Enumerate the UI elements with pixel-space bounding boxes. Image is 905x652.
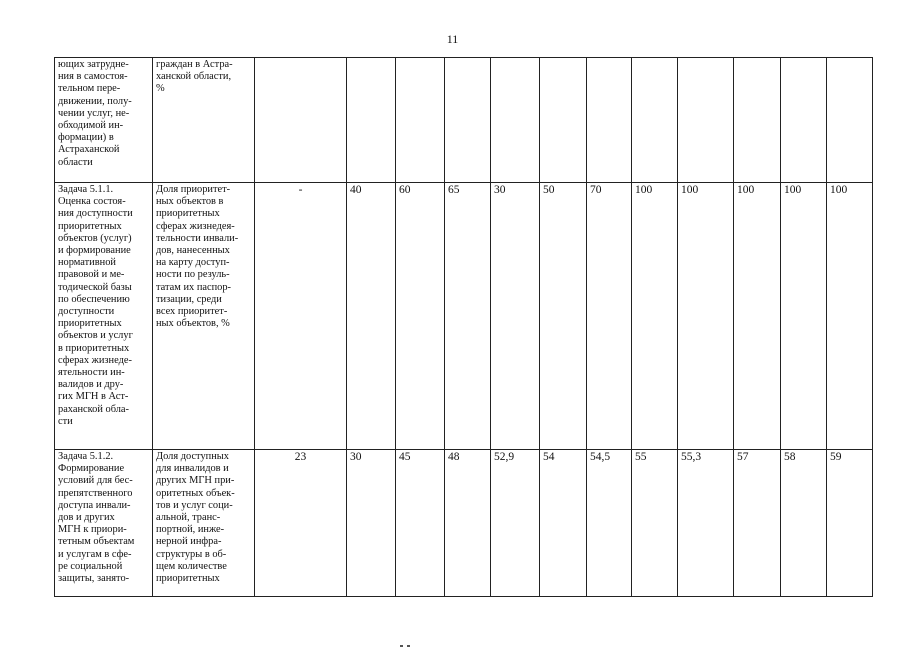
indicator-cell <box>153 58 255 183</box>
indicator-cell <box>153 183 255 450</box>
value-cell: 30 <box>491 183 540 450</box>
task-line: чении услуг, не- <box>58 107 130 119</box>
value-cell: 57 <box>734 450 781 597</box>
table-row <box>55 58 873 183</box>
indicator-line: ханской области, <box>156 71 232 83</box>
task-line: сферах жизнеде- <box>58 354 132 366</box>
task-line: Задача 5.1.2. <box>58 451 114 462</box>
page-number: 11 <box>446 32 459 46</box>
task-line: гих МГН в Аст- <box>58 391 129 403</box>
task-line: Астраханской <box>58 144 120 156</box>
value-cell <box>540 58 587 183</box>
value-cell: 100 <box>827 183 873 450</box>
value-cell <box>445 58 491 183</box>
indicator-line: тельности инвали- <box>156 232 239 244</box>
value-cell: 45 <box>396 450 445 597</box>
value-cell: 100 <box>678 183 734 450</box>
indicator-line: дов, нанесенных <box>156 245 230 257</box>
task-line: движении, полу- <box>58 95 132 107</box>
indicator-line: щем количестве <box>156 560 227 572</box>
table-row <box>55 183 873 450</box>
indicator-line: на карту доступ- <box>156 257 230 269</box>
indicator-line: других МГН при- <box>156 475 235 487</box>
indicators-table <box>54 57 873 597</box>
value-cell: 54,5 <box>587 450 632 597</box>
task-line: обходимой ин- <box>58 120 124 132</box>
task-line: Формирование <box>58 463 125 475</box>
task-cell <box>55 450 153 597</box>
value-cell: 59 <box>827 450 873 597</box>
table-row <box>55 450 873 597</box>
value-cell: 58 <box>781 450 827 597</box>
task-line: МГН к приори- <box>58 524 127 536</box>
indicator-line: нерной инфра- <box>156 536 222 548</box>
value-cell <box>347 58 396 183</box>
task-line: ре социальной <box>58 560 123 572</box>
task-line: объектов (услуг) <box>58 232 132 244</box>
value-cell <box>734 58 781 183</box>
task-line: и формирование <box>58 245 131 257</box>
task-line: доступности <box>58 306 115 318</box>
task-line: Задача 5.1.1. <box>58 184 114 195</box>
value-cell: 70 <box>587 183 632 450</box>
value-cell <box>396 58 445 183</box>
task-line: формации) в <box>58 132 114 144</box>
task-cell <box>55 183 153 450</box>
value-cell <box>678 58 734 183</box>
value-cell: 60 <box>396 183 445 450</box>
value-cell: 48 <box>445 450 491 597</box>
value-cell <box>587 58 632 183</box>
indicator-line: % <box>156 83 165 95</box>
task-line: приоритетных <box>58 318 122 330</box>
value-cell: 54 <box>540 450 587 597</box>
value-cell: 50 <box>540 183 587 450</box>
task-line: тетным объектам <box>58 536 135 548</box>
task-line: защиты, занято- <box>58 573 130 585</box>
indicator-line: альной, транс- <box>156 512 221 524</box>
task-line: ния доступности <box>58 208 133 220</box>
task-line: и услугам в сфе- <box>58 548 132 560</box>
task-line: ющих затрудне- <box>58 59 129 70</box>
indicator-line: татам их паспор- <box>156 281 232 293</box>
indicator-line: Доля приоритет- <box>156 184 231 195</box>
task-line: области <box>58 156 93 168</box>
value-cell: 40 <box>347 183 396 450</box>
indicator-cell <box>153 450 255 597</box>
value-cell: 100 <box>632 183 678 450</box>
task-line: тодической базы <box>58 281 132 293</box>
value-cell: 23 <box>255 450 347 597</box>
task-line: приоритетных <box>58 220 122 232</box>
task-line: ния в самостоя- <box>58 71 128 83</box>
value-cell <box>632 58 678 183</box>
task-line: сти <box>58 415 73 427</box>
value-cell: 100 <box>734 183 781 450</box>
indicator-line: Доля доступных <box>156 451 229 462</box>
indicator-line: для инвалидов и <box>156 463 229 475</box>
task-cell <box>55 58 153 183</box>
value-cell <box>255 58 347 183</box>
indicator-line: тизации, среди <box>156 293 222 305</box>
indicator-line: граждан в Астра- <box>156 59 233 70</box>
value-cell: 55,3 <box>678 450 734 597</box>
indicator-line: сферах жизнедея- <box>156 220 235 232</box>
task-line: доступа инвали- <box>58 499 131 511</box>
value-cell: - <box>255 183 347 450</box>
indicator-line: ных объектов в <box>156 196 224 208</box>
task-line: раханской обла- <box>58 403 130 415</box>
value-cell: 30 <box>347 450 396 597</box>
task-line: валидов и дру- <box>58 379 124 391</box>
indicator-line: оритетных объек- <box>156 487 235 499</box>
task-line: дов и других <box>58 512 115 524</box>
task-line: ятельности ин- <box>58 367 125 379</box>
value-cell <box>781 58 827 183</box>
indicator-line: тов и услуг соци- <box>156 499 233 511</box>
indicator-line: всех приоритет- <box>156 306 228 318</box>
task-line: условий для бес- <box>58 475 133 487</box>
task-line: Оценка состоя- <box>58 196 126 208</box>
value-cell: 100 <box>781 183 827 450</box>
scan-marks <box>400 634 430 638</box>
value-cell: 65 <box>445 183 491 450</box>
task-line: тельном пере- <box>58 83 121 95</box>
indicator-line: ных объектов, % <box>156 318 230 330</box>
value-cell <box>827 58 873 183</box>
task-line: объектов и услуг <box>58 330 133 342</box>
task-line: нормативной <box>58 257 116 269</box>
task-line: в приоритетных <box>58 342 130 354</box>
indicator-line: портной, инже- <box>156 524 225 536</box>
indicator-line: приоритетных <box>156 208 220 220</box>
task-line: по обеспечению <box>58 293 130 305</box>
indicator-line: ности по резуль- <box>156 269 230 281</box>
value-cell <box>491 58 540 183</box>
value-cell: 52,9 <box>491 450 540 597</box>
value-cell: 55 <box>632 450 678 597</box>
indicator-line: структуры в об- <box>156 548 227 560</box>
task-line: правовой и ме- <box>58 269 125 281</box>
task-line: препятственного <box>58 487 133 499</box>
indicator-line: приоритетных <box>156 573 220 585</box>
